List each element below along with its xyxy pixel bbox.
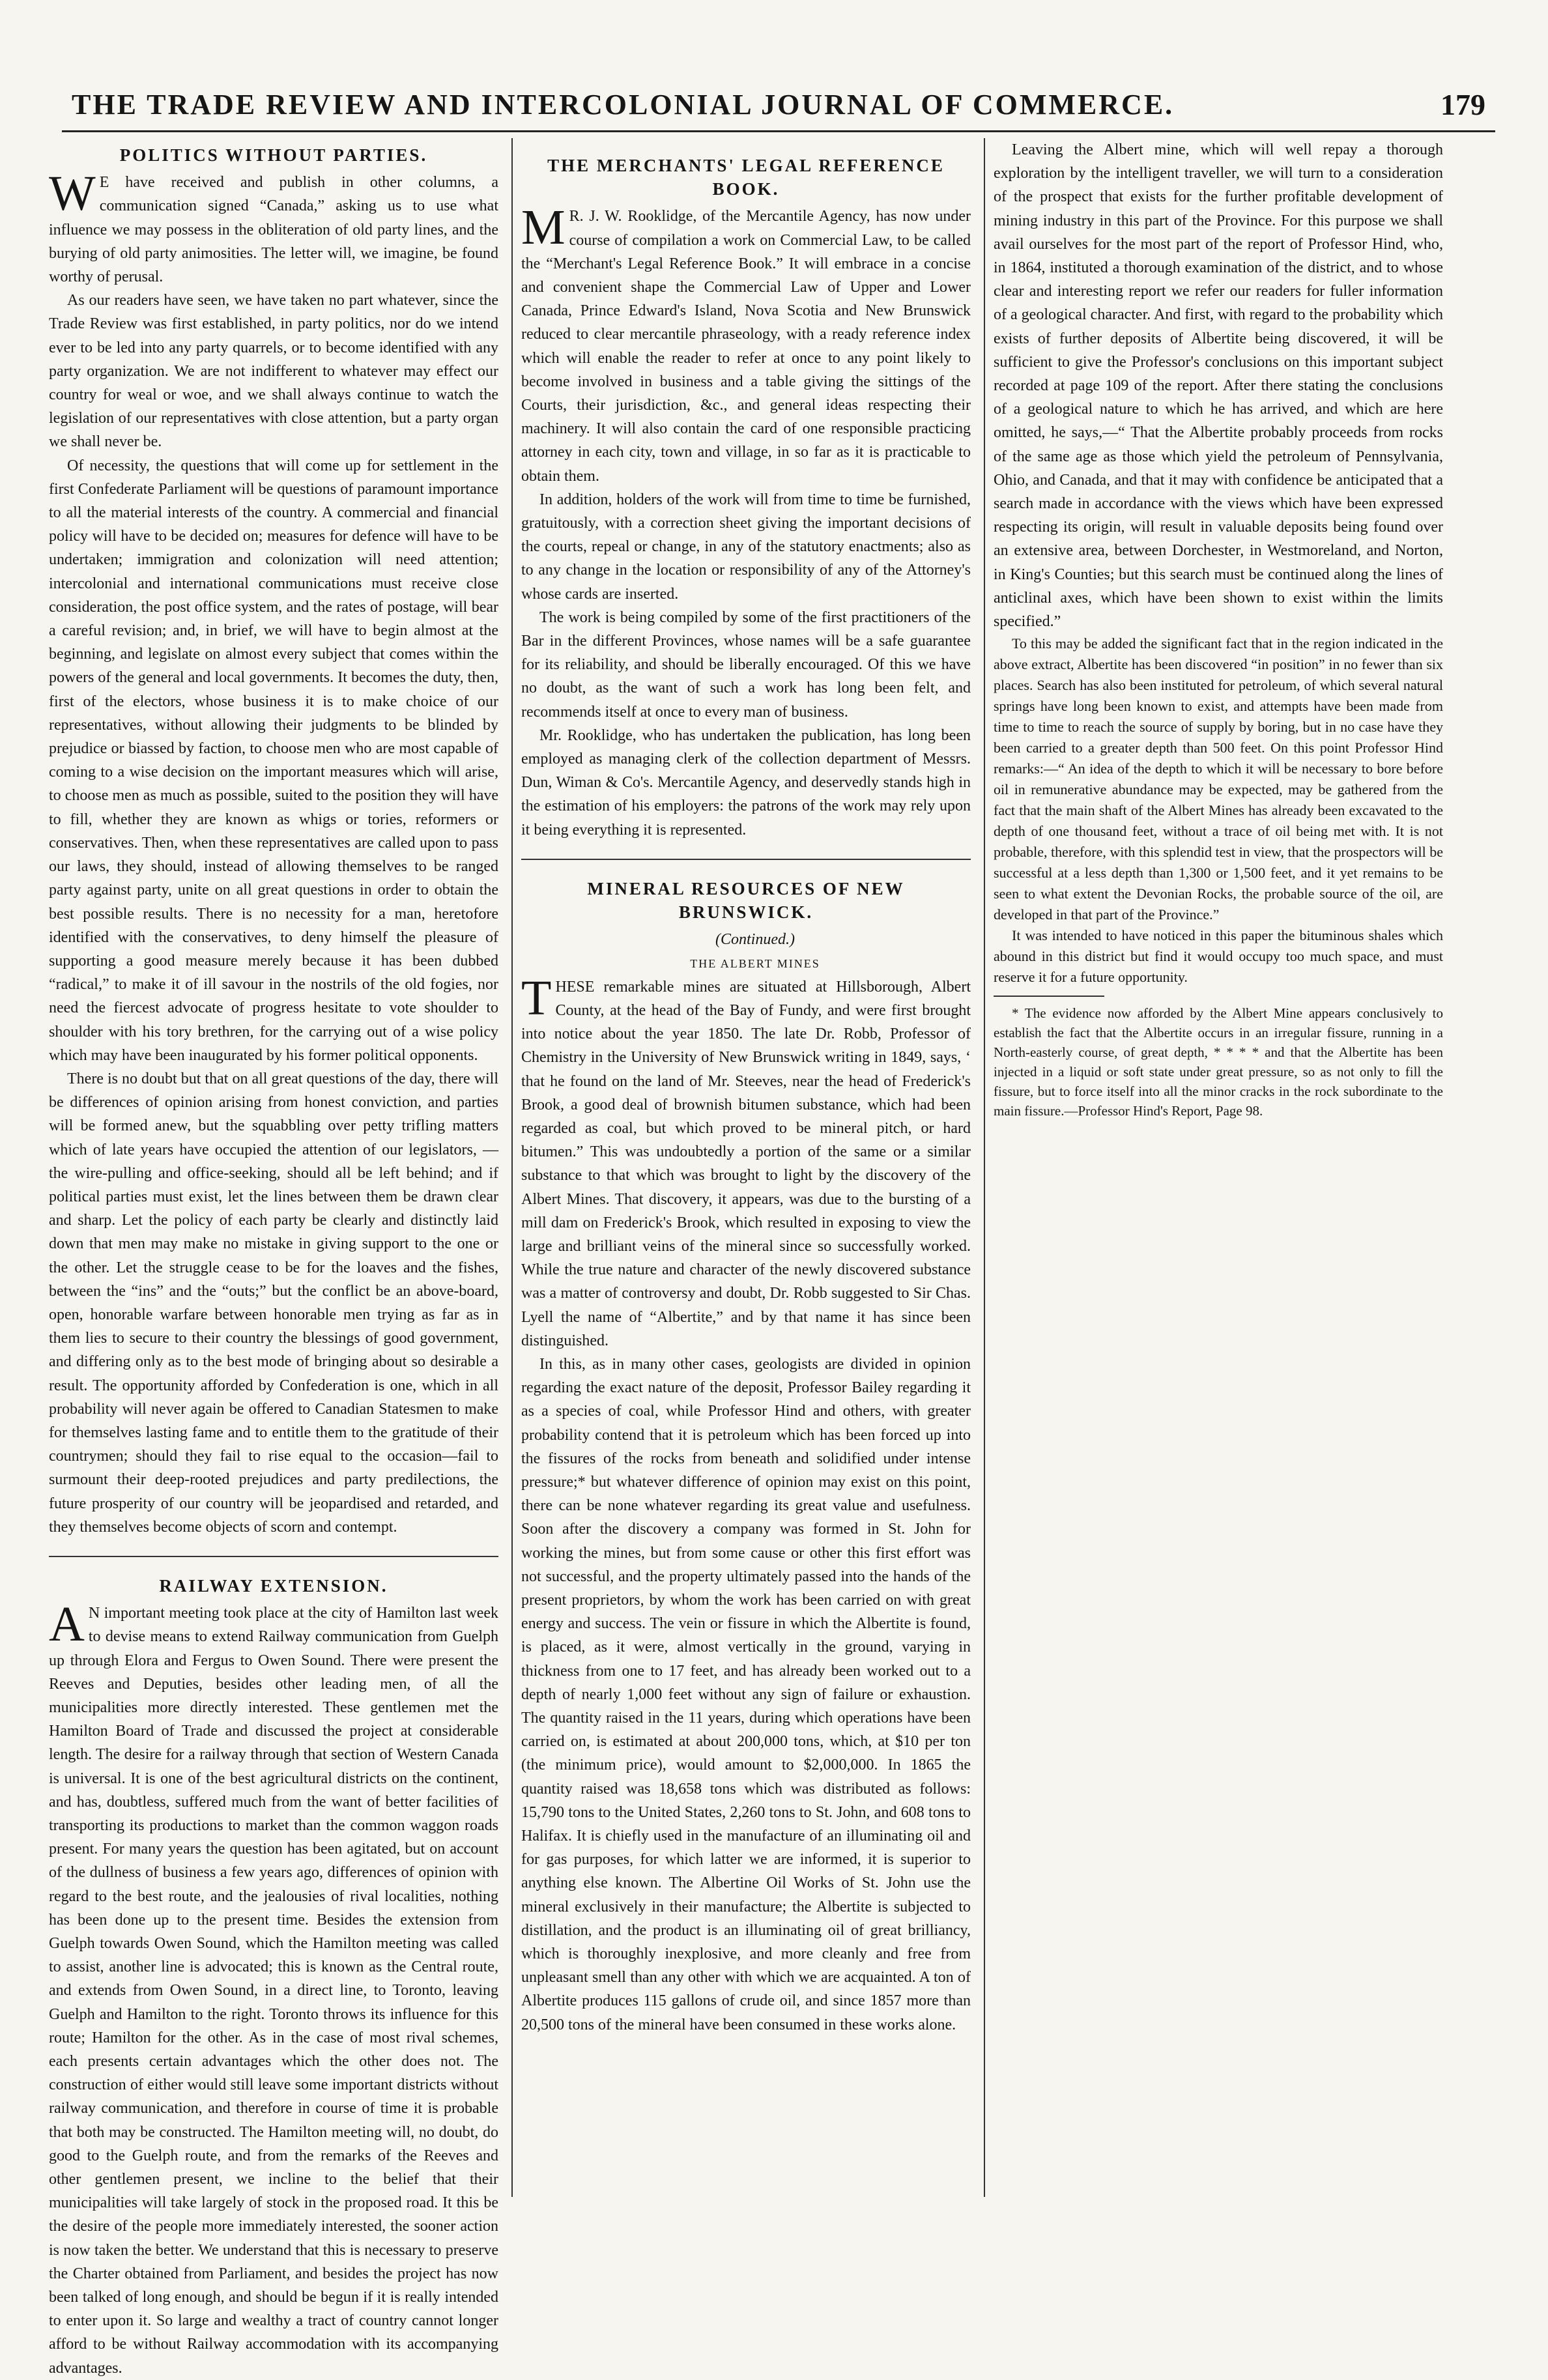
paragraph: R. J. W. Rooklidge, of the Mercantile Agency, has now under course of compilation a work on Commercial Law, to be called the “Merchant's Legal Reference Book.” It will embrace in a concise and convenient shape the Commercial Law of Upper and Lower Canada, Prince Edward's Island, Nova Scotia and New Brunswick reduced to clear mercantile phraseology, with a ready reference index which will enable the reader to refer at once to any point likely to become involved in business and a table giving the sittings of the Courts, their jurisdiction, &c., and general ideas respecting their machinery. It will also contain the card of one responsible practicing attorney in each city, town and village, in so far as it is practicable to obtain them. xyxy=(521,208,971,485)
section-divider xyxy=(49,1556,498,1557)
paragraph: Of necessity, the questions that will come up for settlement in the first Confederate Parliament will be questions of paramount importance to all the material interests of the country. A commercial and financial policy will have to be decided on; measures for defence will have to be undertaken; immigration and colonization will need attention; intercolonial and international communications must receive close consideration, the post office system, and the rates of postage, will bear a careful revision; and, in brief, we will have to begin almost at the beginning, and legislate on almost every subject that comes within the powers of the general and local governments. It becomes the duty, then, first of the electors, whose business it is to make choice of our representatives, without allowing their judgments to be blinded by prejudice or biassed by faction, to choose men who are most capable of coming to a wise decision on the important measures which will arise, to choose men as much as possible, suited to the position they will have to fill, whether they are known as whigs or tories, reformers or conservatives. Then, when these representatives are called upon to pass our laws, they should, instead of allowing themselves to be ranged party against party, unite on all great questions in order to obtain the best possible results. There is no necessity for a man, heretofore identified with the conservatives, to deny himself the pleasure of supporting a good measure merely because it has been dubbed “radical,” to make it of ill savour in the nostrils of the old fogies, nor need the fiercest advocate of progress hesitate to vote shoulder to shoulder with his tory brethren, for the carrying out of a wise policy which may have been inaugurated by his former political opponents. xyxy=(49,457,498,1064)
paragraph: N important meeting took place at the city of Hamilton last week to devise means to extend Railway communication from Guelph up through Elora and Fergus to Owen Sound. There were present the Reeves and Deputies, besides other leading men, of all the municipalities more directly interested. These gentlemen met the Hamilton Board of Trade and discussed the project at considerable length. The desire for a railway through that section of Western Canada is universal. It is one of the best agricultural districts on the continent, and has, doubtless, suffered much from the want of better facilities of transporting its productions to market than the common waggon roads present. For many years the question has been agitated, but on account of the dullness of business a few years ago, differences of opinion with regard to the best route, and the jealousies of rival localities, nothing has been done up to the present time. Besides the extension from Guelph towards Owen Sound, which the Hamilton meeting was called to assist, another line is advocated; this is known as the Central route, and extends from Owen Sound, in a direct line, to Toronto, leaving Guelph and Hamilton to the right. Toronto throws its influence for this route; Hamilton for the other. As in the case of most rival schemes, each presents certain advantages which the other does not. The construction of either would still leave some important districts without railway communication, and therefore in course of time it is probable that both may be constructed. The Hamilton meeting will, no doubt, do good to the Guelph route, and from the remarks of the Reeves and other gentlemen present, we incline to the belief that their municipalities will take largely of stock in the proposed road. It this be the desire of the people more immediately interested, the sooner action is now taken the better. We understand that this is necessary to preserve the Charter obtained from Parliament, and besides the project has now been talked of long enough, and should be begun if it is really intended to enter upon it. So large and wealthy a tract of country cannot longer afford to be without Railway accommodation with its accompanying advantages. xyxy=(49,1605,498,2377)
paragraph: In addition, holders of the work will from time to time be furnished, gratuitously, with a correction sheet giving the important decisions of the courts, repeal or change, in any of the statutory enactments; also as to any change in the location or responsibility of any of the Attorney's whose cards are inserted. xyxy=(521,491,971,603)
column-rule xyxy=(511,138,513,2197)
paragraph: There is no doubt but that on all great questions of the day, there will be differences of opinion arising from honest conviction, and parties will be formed anew, but the squabbling over petty trifling matters which of late years have occupied the attention of our legislators, — the wire-pulling and office-seeking, should all be left behind; and if political parties must exist, let the lines between them be drawn clear and sharp. Let the policy of each party be clearly and distinctly laid down that men may make no mistake in giving support to the one or the other. Let the struggle cease to be for the loaves and the fishes, between the “ins” and the “outs;” but the conflict be an above-board, open, honorable warfare between honorable men trying as far as in them lies to secure to their country the blessings of good government, and differing only as to the best mode of bringing about so desirable a result. The opportunity afforded by Confederation is one, which in all probability will never again be offered to Canadian Statesmen to make for themselves lasting fame and to entitle them to the gratitude of their countrymen; should they fail to rise equal to the occasion—fail to surmount their deep-rooted prejudices and party predilections, the future prosperity of our country will be jeopardised and retarded, and they themselves become objects of scorn and contempt. xyxy=(49,1070,498,1536)
subheading: THE ALBERT MINES xyxy=(690,956,820,970)
running-title: THE TRADE REVIEW AND INTERCOLONIAL JOURNAL OF COMMERCE. xyxy=(72,88,1175,121)
paragraph: E have received and publish in other columns, a communication signed “Canada,” asking us to use what influence we may possess in the obliteration of old party lines, and the burying of old party animosities. The letter will, we imagine, be found worthy of perusal. xyxy=(49,174,498,286)
column-rule xyxy=(984,138,985,2197)
paragraph: Leaving the Albert mine, which will well repay a thorough exploration by the intelligent traveller, we will turn to a consideration of the prospect that exists for the further profitable development of mining industry in this part of the Province. For this purpose we shall avail ourselves for the most part of the report of Professor Hind, who, in 1864, instituted a thorough examination of the district, and to whose clear and interesting report we refer our readers for fuller information of a geological character. And first, with regard to the probability which exists of further deposits of Albertite being discovered, it will be sufficient to give the Professor's conclusions on this important subject recorded at page 109 of the report. After there stating the conclusions of a geological nature to which he has arrived, and which are here omitted, he says,—“ That the Albertite probably proceeds from rocks of the same age as those which yield the petroleum of Pennsylvania, Ohio, and Canada, and that it may with confidence be anticipated that a search made in accordance with the views which have been expressed respecting its origin, will result in valuable deposits being found over an extensive area, between Dorchester, in Westmoreland, and Norton, in King's Counties; but this search must be continued along the lines of anticlinal axes, which have been shown to exist within the limits specified.” xyxy=(994,141,1443,631)
section-divider xyxy=(521,859,971,860)
paragraph: As our readers have seen, we have taken no part whatever, since the Trade Review was first established, in party politics, nor do we intend ever to be led into any party quarrels, or to become identified with any party organization. We are not indifferent to whatever may effect our country for weal or woe, and we shall always continue to watch the legislation of our representatives with close attention, but a party organ we shall never be. xyxy=(49,292,498,451)
footnote-rule xyxy=(994,996,1104,997)
article-title-mineral: MINERAL RESOURCES OF NEW BRUNSWICK. xyxy=(587,878,905,923)
drop-cap: A xyxy=(49,1597,85,1652)
paragraph: HESE remarkable mines are situated at Hillsborough, Albert County, at the head of the Bay of Fundy, and were first brought into notice about the year 1850. The late Dr. Robb, Professor of Chemistry in the University of New Brunswick writing in 1849, says, ‘ that he found on the land of Mr. Steeves, near the head of Frederick's Brook, a good deal of brownish bitumen substance, which had been regarded as coal, but which proved to be mineral pitch, or hard bitumen.” This was undoubtedly a portion of the same or a similar substance to that which was brought to light by the discovery of the Albert Mines. That discovery, it appears, was due to the bursting of a mill dam on Frederick's Brook, which resulted in exposing to view the large and brilliant veins of the mineral since so successfully worked. While the true nature and character of the newly discovered substance was a matter of controversy and doubt, Dr. Robb suggested to Sir Chas. Lyell the name of “Albertite,” and by that name it has since been distinguished. xyxy=(521,978,971,1349)
drop-cap: W xyxy=(49,166,96,222)
paragraph: The work is being compiled by some of the first practitioners of the Bar in the different Provinces, whose names will be a safe guarantee for its reliability, and should be liberally encouraged. Of this we have no doubt, as the want of such a work has long been felt, and recommends itself at once to every man of business. xyxy=(521,609,971,721)
article-title-merchants: THE MERCHANTS' LEGAL REFERENCE BOOK. xyxy=(547,156,945,199)
header-rule xyxy=(62,130,1495,132)
footnote: * The evidence now afforded by the Albert Mine appears conclusively to establish the fact that the Albertite occurs in an irregular fissure, running in a North-easterly course, of great depth, * * * * and that the Albertite has been injected in a liquid or soft state under great pressure, so as not only to fill the fissure, but to force itself into all the minor cracks in the rock subordinate to the main fissure.—Professor Hind's Report, Page 98. xyxy=(994,1005,1443,1119)
article-title-politics: POLITICS WITHOUT PARTIES. xyxy=(119,145,428,165)
paragraph: Mr. Rooklidge, who has undertaken the publication, has long been employed as managing clerk of the collection department of Messrs. Dun, Wiman & Co's. Mercantile Agency, and deservedly stands high in the estimation of his employers: the patrons of the work may rely upon it being everything it is represented. xyxy=(521,726,971,839)
article-title-railway: RAILWAY EXTENSION. xyxy=(159,1575,388,1596)
page-number: 179 xyxy=(1440,87,1485,121)
paragraph: To this may be added the significant fact that in the region indicated in the above extract, Albertite has been discovered “in position” in no fewer than six places. Search has also been instituted for petroleum, of which several natural springs have long been known to exist, and attempts have been made from time to time to reach the source of supply by boring, but in no case have they been carried to a greater depth than 500 feet. On this point Professor Hind remarks:—“ An idea of the depth to which it will be necessary to bore before oil in remunerative abundance may be expected, may be gathered from the fact that the main shaft of the Albert Mines has already been excavated to the depth of one thousand feet, without a trace of oil being met with. It is not probable, therefore, with this splendid test in view, that the prospectors will be successful at a less depth than 1,300 or 1,500 feet, and it yet remains to be seen to what extent the Devonian Rocks, the probable source of the oil, are developed in that part of the Province.” xyxy=(994,635,1443,923)
drop-cap: M xyxy=(521,200,566,255)
column-3 xyxy=(994,138,1443,2197)
drop-cap: T xyxy=(521,970,552,1025)
paragraph: It was intended to have noticed in this paper the bituminous shales which abound in this district but find it would occupy too much space, and must reserve it for a future opportunity. xyxy=(994,927,1443,986)
column-1 xyxy=(49,138,498,2377)
continued-label: (Continued.) xyxy=(715,931,795,949)
page-header xyxy=(72,78,1485,130)
column-2 xyxy=(521,138,971,2197)
paragraph: In this, as in many other cases, geologists are divided in opinion regarding the exact nature of the deposit, Professor Bailey regarding it as a species of coal, while Professor Hind and others, with greater probability contend that it is petroleum which has been forced up into the fissures of the rocks from beneath and solidified under intense pressure;* but whatever difference of opinion may exist on this point, there can be none whatever regarding its great value and usefulness. Soon after the discovery a company was formed in St. John for working the mines, but from some cause or other this first effort was not successful, and the property ultimately passed into the hands of the present proprietors, by whom the work has been carried on with great energy and success. The vein or fissure in which the Albertite is found, is placed, as it were, almost vertically in the ground, varying in thickness from one to 17 feet, and has already been worked out to a depth of nearly 1,000 feet without any sign of failure or exhaustion. The quantity raised in the 11 years, during which operations have been carried on, is estimated at about 200,000 tons, which, at $10 per ton (the minimum price), would amount to $2,000,000. In 1865 the quantity raised was 18,658 tons which was distributed as follows: 15,790 tons to the United States, 2,260 tons to St. John, and 608 tons to Halifax. It is chiefly used in the manufacture of an illuminating oil and for gas purposes, for which latter we are informed, it is superior to anything else known. The Albertine Oil Works of St. John use the mineral exclusively in their manufacture; the Albertite is subjected to distillation, and the product is an illuminating oil of great brilliancy, which is thoroughly inexplosive, and more cleanly and free from unpleasant smell than any other with which we are acquainted. A ton of Albertite produces 115 gallons of crude oil, and since 1857 more than 20,500 tons of the mineral have been consumed in these works alone. xyxy=(521,1355,971,2033)
